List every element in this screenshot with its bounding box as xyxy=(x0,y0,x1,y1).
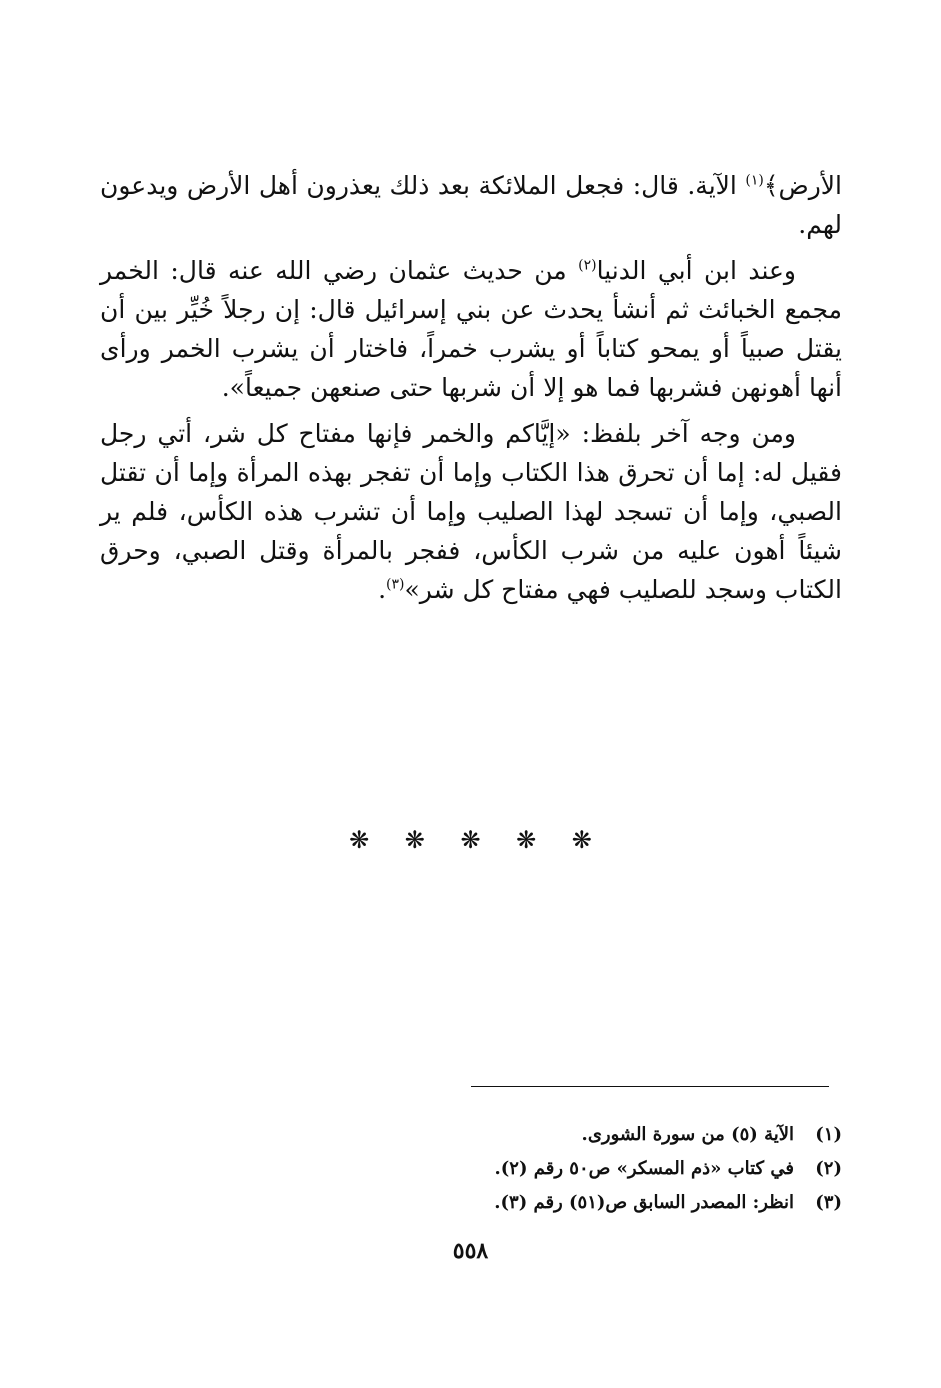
star-ornament-icon: ❋ xyxy=(460,826,481,854)
footnote-text: الآية (٥) من سورة الشورى. xyxy=(581,1124,794,1145)
star-ornament-icon: ❋ xyxy=(404,826,425,854)
footnote-number: (٣) xyxy=(815,1192,842,1213)
paragraph-text: الآية. قال: فجعل الملائكة بعد ذلك يعذرون أهل الأرض ويدعون لهم. xyxy=(100,171,842,239)
main-text xyxy=(100,166,842,616)
footnote-reference-3: (٣) xyxy=(386,576,405,593)
page-number: ٥٥٨ xyxy=(452,1238,489,1264)
paragraph-text: وعند ابن أبي الدنيا xyxy=(596,256,796,285)
footnote-reference-1: (١) xyxy=(745,172,764,189)
footnote-1 xyxy=(300,1118,842,1152)
footnote-reference-2: (٢) xyxy=(578,257,597,274)
paragraph-1 xyxy=(100,166,842,244)
footnotes xyxy=(300,1118,842,1220)
paragraph-text: من حديث عثمان رضي الله عنه قال: الخمر مجمع الخبائث ثم أنشأ يحدث عن بني إسرائيل قال: إن رجلاً خُيِّر بين أن يقتل صبياً أو يمحو كتاباً أو يشرب خمراً، فاختار أن يشرب الخمر ورأى أنها أهونهن فشربها فما هو إلا أن شربها حتى صنعهن جميعاً». xyxy=(100,256,842,402)
section-separator xyxy=(0,826,941,854)
footnote-divider xyxy=(471,1086,829,1087)
paragraph-2 xyxy=(100,251,842,407)
star-ornament-icon: ❋ xyxy=(571,826,592,854)
footnote-3 xyxy=(300,1186,842,1220)
paragraph-text: ومن وجه آخر بلفظ: «إيَّاكم والخمر فإنها مفتاح كل شر، أتي رجل فقيل له: إما أن تحرق هذا الكتاب وإما أن تفجر بهذه المرأة وإما أن تقتل الصبي، وإما أن تسجد لهذا الصليب وإما أن تشرب هذه الكأس، فلم ير شيئاً أهون عليه من شرب الكأس، ففجر بالمرأة وقتل الصبي، وحرق الكتاب وسجد للصليب فهي مفتاح كل شر» xyxy=(100,419,842,604)
paragraph-3 xyxy=(100,414,842,609)
paragraph-text: الأرض﴾ xyxy=(763,171,842,200)
footnote-2 xyxy=(300,1152,842,1186)
star-ornament-icon: ❋ xyxy=(349,826,370,854)
footnote-text: انظر: المصدر السابق ص(٥١) رقم (٣). xyxy=(494,1192,794,1213)
paragraph-text: . xyxy=(378,575,387,604)
footnote-text: في كتاب «ذم المسكر» ص٥٠ رقم (٢). xyxy=(494,1158,794,1179)
star-ornament-icon: ❋ xyxy=(516,826,537,854)
footnote-number: (١) xyxy=(815,1124,842,1145)
footnote-number: (٢) xyxy=(815,1158,842,1179)
